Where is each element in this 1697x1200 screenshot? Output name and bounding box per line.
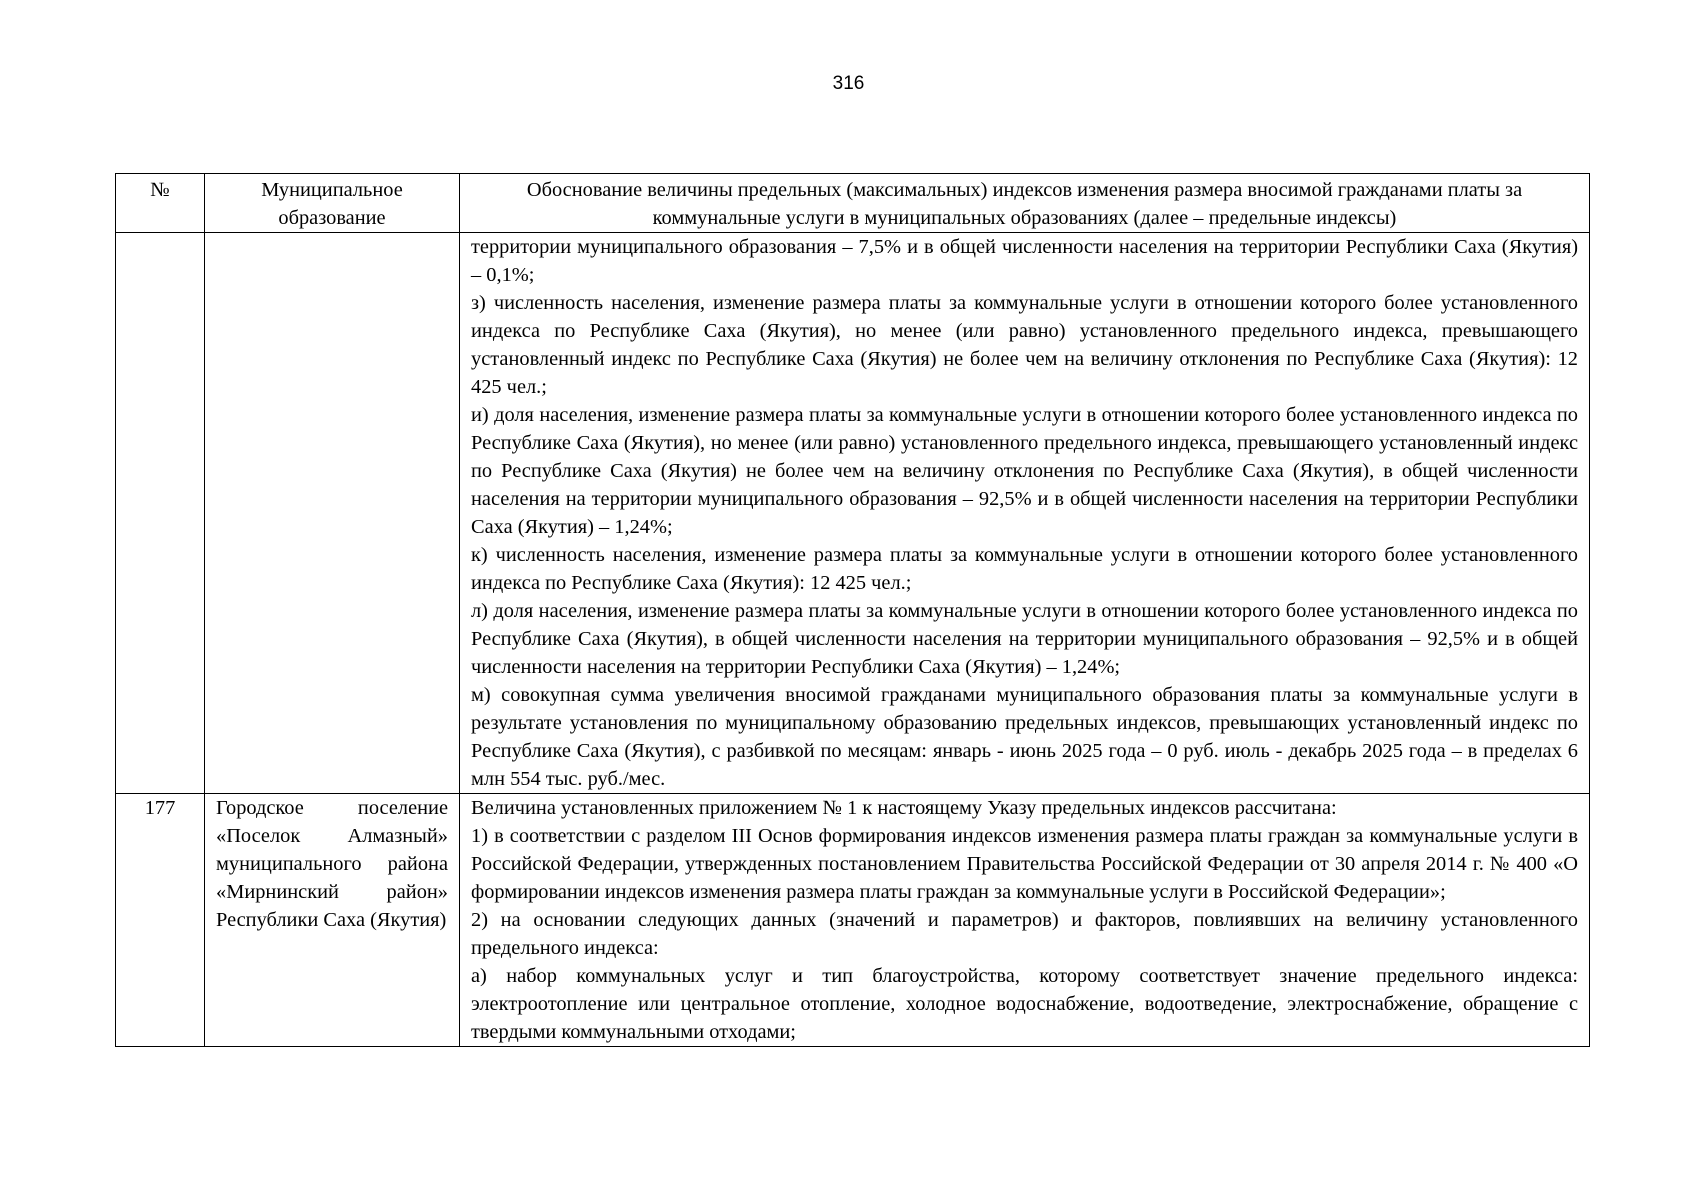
header-municipality: Муниципальное образование — [205, 174, 460, 233]
row-municipality — [205, 233, 460, 794]
header-num: № — [116, 174, 205, 233]
paragraph: 1) в соответствии с разделом III Основ формирования индексов изменения размера платы граждан за коммунальные услуги в Российской Федерации, утвержденных постановлением Правительства Российской Федерации от 30 апреля 2014 г. № 400 «О формировании индексов изменения размера платы граждан за коммунальные услуги в Российской Федерации»; — [471, 825, 1578, 903]
row-municipality: Городское поселение «Поселок Алмазный» муниципального района «Мирнинский район» Республики Саха (Якутия) — [205, 794, 460, 1047]
table-row — [116, 794, 1590, 1047]
paragraph: л) доля населения, изменение размера платы за коммунальные услуги в отношении которого более установленного индекса по Республике Саха (Якутия), в общей численности населения на территории муниципального образования – 92,5% и в общей численности населения на территории Республики Саха (Якутия) – 1,24%; — [471, 600, 1578, 678]
row-justification — [460, 794, 1590, 1047]
paragraph: к) численность населения, изменение размера платы за коммунальные услуги в отношении которого более установленного индекса по Республике Саха (Якутия): 12 425 чел.; — [471, 544, 1578, 594]
row-justification — [460, 233, 1590, 794]
paragraph: и) доля населения, изменение размера платы за коммунальные услуги в отношении которого более установленного индекса по Республике Саха (Якутия), но менее (или равно) установленного предельного индекса, превышающего установленный индекс по Республике Саха (Якутия) не более чем на величину отклонения по Республике Саха (Якутия), в общей численности населения на территории муниципального образования – 92,5% и в общей численности населения на территории Республики Саха (Якутия) – 1,24%; — [471, 404, 1578, 538]
page-number: 316 — [832, 73, 865, 94]
paragraph: м) совокупная сумма увеличения вносимой гражданами муниципального образования платы за коммунальные услуги в результате установления по муниципальному образованию предельных индексов, превышающих установленный индекс по Республике Саха (Якутия), с разбивкой по месяцам: январь - июнь 2025 года – 0 руб. июль - декабрь 2025 года – в пределах 6 млн 554 тыс. руб./мес. — [471, 684, 1578, 790]
table-header-row — [116, 174, 1590, 233]
header-justification: Обоснование величины предельных (максимальных) индексов изменения размера вносимой гражданами платы за коммунальные услуги в муниципальных образованиях (далее – предельные индексы) — [460, 174, 1590, 233]
justification-table — [115, 173, 1590, 1047]
paragraph: а) набор коммунальных услуг и тип благоустройства, которому соответствует значение предельного индекса: электроотопление или центральное отопление, холодное водоснабжение, водоотведение, электроснабжение, обращение с твердыми коммунальными отходами; — [471, 965, 1578, 1043]
paragraph: 2) на основании следующих данных (значений и параметров) и факторов, повлиявших на величину установленного предельного индекса: — [471, 909, 1578, 959]
row-number — [116, 233, 205, 794]
paragraph: Величина установленных приложением № 1 к настоящему Указу предельных индексов рассчитана: — [471, 797, 1337, 819]
paragraph: з) численность населения, изменение размера платы за коммунальные услуги в отношении которого более установленного индекса по Республике Саха (Якутия), но менее (или равно) установленного предельного индекса, превышающего установленный индекс по Республике Саха (Якутия) не более чем на величину отклонения по Республике Саха (Якутия): 12 425 чел.; — [471, 292, 1578, 398]
paragraph: территории муниципального образования – 7,5% и в общей численности населения на территории Республики Саха (Якутия) – 0,1%; — [471, 236, 1578, 286]
row-number: 177 — [116, 794, 205, 1047]
table-row — [116, 233, 1590, 794]
